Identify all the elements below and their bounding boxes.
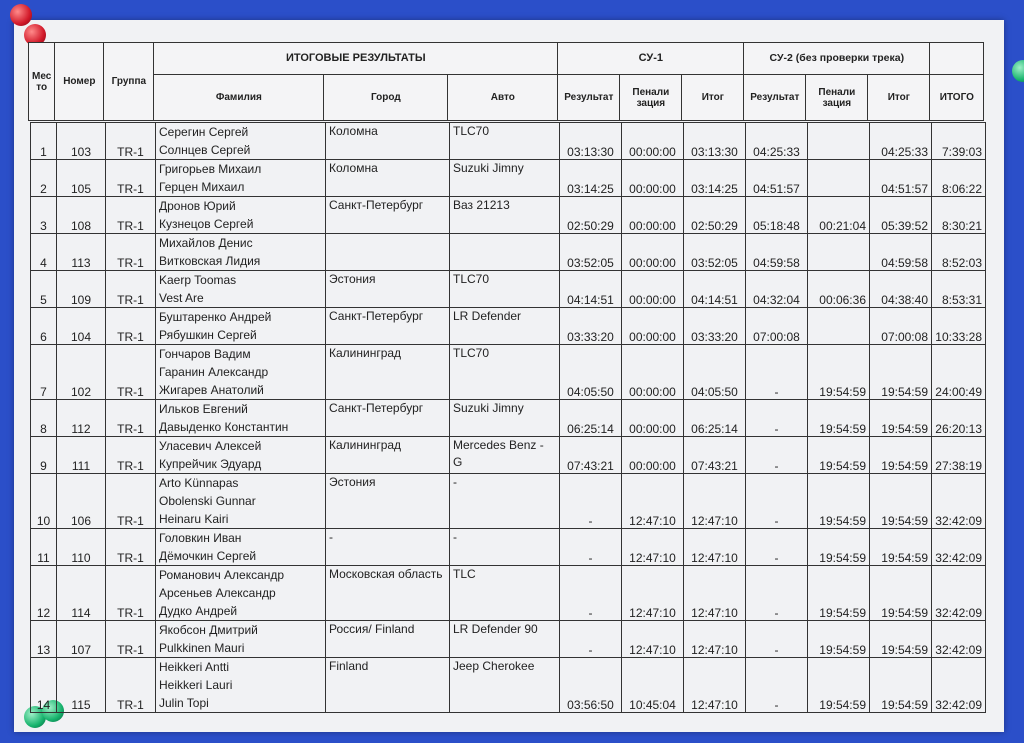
cell-final: 32:42:09 <box>932 566 986 621</box>
crew-member-name: Якобсон Дмитрий <box>159 623 258 637</box>
cell-group: TR-1 <box>106 160 156 197</box>
table-row <box>31 197 986 234</box>
cell-su1-result: 03:33:20 <box>560 308 622 345</box>
cell-city: Санкт-Петербург <box>326 400 450 437</box>
cell-su2-penalty: 19:54:59 <box>808 621 870 658</box>
crew-member-name: Серегин Сергей <box>159 125 249 139</box>
cell-su1-result: 03:14:25 <box>560 160 622 197</box>
cell-place: 13 <box>31 621 57 658</box>
cell-final: 7:39:03 <box>932 123 986 160</box>
cell-crew <box>156 400 326 437</box>
cell-final: 10:33:28 <box>932 308 986 345</box>
crew-member-name: Рябушкин Сергей <box>159 328 257 342</box>
cell-number: 111 <box>57 437 106 474</box>
crew-member-name: Кузнецов Сергей <box>159 217 254 231</box>
table-row <box>31 529 986 566</box>
cell-city: - <box>326 529 450 566</box>
cell-car: TLC70 <box>450 345 560 400</box>
cell-crew <box>156 345 326 400</box>
cell-car: LR Defender <box>450 308 560 345</box>
crew-member-name: Vest Are <box>159 291 204 305</box>
crew-member-name: Heikkeri Lauri <box>159 678 233 692</box>
cell-su2-result: - <box>746 400 808 437</box>
cell-su1-penalty: 00:00:00 <box>622 308 684 345</box>
cell-number: 103 <box>57 123 106 160</box>
cell-su2-penalty <box>808 234 870 271</box>
cell-su2-total: 19:54:59 <box>870 529 932 566</box>
final-heading-top <box>930 43 984 75</box>
table-row <box>31 437 986 474</box>
table-row <box>31 160 986 197</box>
cell-su2-result: - <box>746 345 808 400</box>
table-row <box>31 271 986 308</box>
cell-su2-result: - <box>746 658 808 713</box>
col-number: Номер <box>55 43 104 121</box>
crew-member-name: Гаранин Александр <box>159 365 269 379</box>
cell-number: 108 <box>57 197 106 234</box>
cell-su2-total: 19:54:59 <box>870 658 932 713</box>
crew-member-name: Давыденко Константин <box>159 420 289 434</box>
cell-number: 102 <box>57 345 106 400</box>
crew-member-name: Гончаров Вадим <box>159 347 251 361</box>
cell-number: 109 <box>57 271 106 308</box>
cell-su2-result: 04:59:58 <box>746 234 808 271</box>
cell-su2-total: 04:59:58 <box>870 234 932 271</box>
table-row <box>31 345 986 400</box>
cell-group: TR-1 <box>106 529 156 566</box>
cell-city: Finland <box>326 658 450 713</box>
cell-place: 2 <box>31 160 57 197</box>
cell-su2-result: 04:32:04 <box>746 271 808 308</box>
cell-su2-penalty <box>808 123 870 160</box>
cell-place: 9 <box>31 437 57 474</box>
cell-crew <box>156 474 326 529</box>
col-place: Мес то <box>29 43 55 121</box>
col-surname: Фамилия <box>154 75 324 121</box>
cell-city: Коломна <box>326 160 450 197</box>
cell-group: TR-1 <box>106 308 156 345</box>
cell-su1-penalty: 00:00:00 <box>622 400 684 437</box>
cell-number: 106 <box>57 474 106 529</box>
col-su2-penalty: Пенали зация <box>806 75 868 121</box>
cell-su2-penalty <box>808 308 870 345</box>
cell-number: 110 <box>57 529 106 566</box>
su1-heading: СУ-1 <box>558 43 744 75</box>
cell-car: LR Defender 90 <box>450 621 560 658</box>
cell-su2-penalty: 19:54:59 <box>808 400 870 437</box>
cell-su2-result: - <box>746 437 808 474</box>
cell-final: 8:06:22 <box>932 160 986 197</box>
cell-group: TR-1 <box>106 400 156 437</box>
cell-city: Санкт-Петербург <box>326 197 450 234</box>
cell-su1-total: 03:52:05 <box>684 234 746 271</box>
cell-su2-total: 04:38:40 <box>870 271 932 308</box>
crew-member-name: Obolenski Gunnar <box>159 494 256 508</box>
cell-su1-total: 12:47:10 <box>684 621 746 658</box>
cell-crew <box>156 621 326 658</box>
cell-group: TR-1 <box>106 437 156 474</box>
su2-heading: СУ-2 (без проверки трека) <box>744 43 930 75</box>
cell-su1-result: - <box>560 529 622 566</box>
cell-su1-total: 12:47:10 <box>684 566 746 621</box>
cell-su2-result: 07:00:08 <box>746 308 808 345</box>
cell-car: TLC <box>450 566 560 621</box>
cell-car <box>450 234 560 271</box>
cell-car: Jeep Cherokee <box>450 658 560 713</box>
cell-car: TLC70 <box>450 123 560 160</box>
cell-city: Коломна <box>326 123 450 160</box>
cell-su1-total: 03:33:20 <box>684 308 746 345</box>
cell-su1-total: 06:25:14 <box>684 400 746 437</box>
cell-crew <box>156 658 326 713</box>
cell-number: 114 <box>57 566 106 621</box>
cell-su1-penalty: 00:00:00 <box>622 160 684 197</box>
cell-su2-total: 19:54:59 <box>870 400 932 437</box>
cell-su2-result: - <box>746 529 808 566</box>
table-row <box>31 474 986 529</box>
cell-group: TR-1 <box>106 123 156 160</box>
cell-place: 7 <box>31 345 57 400</box>
cell-group: TR-1 <box>106 621 156 658</box>
cell-su1-total: 12:47:10 <box>684 658 746 713</box>
cell-su1-total: 04:14:51 <box>684 271 746 308</box>
cell-group: TR-1 <box>106 234 156 271</box>
table-row <box>31 123 986 160</box>
cell-city: Калининград <box>326 345 450 400</box>
cell-place: 10 <box>31 474 57 529</box>
cell-car: - <box>450 529 560 566</box>
crew-member-name: Арсеньев Александр <box>159 586 276 600</box>
cell-su1-total: 03:14:25 <box>684 160 746 197</box>
cell-su1-penalty: 12:47:10 <box>622 566 684 621</box>
cell-su2-total: 04:51:57 <box>870 160 932 197</box>
table-row <box>31 621 986 658</box>
cell-su2-penalty: 00:21:04 <box>808 197 870 234</box>
col-final: ИТОГО <box>930 75 984 121</box>
cell-su1-result: - <box>560 474 622 529</box>
crew-member-name: Михайлов Денис <box>159 236 253 250</box>
cell-su1-result: 03:52:05 <box>560 234 622 271</box>
cell-final: 32:42:09 <box>932 658 986 713</box>
cell-group: TR-1 <box>106 566 156 621</box>
table-row <box>31 308 986 345</box>
cell-final: 8:52:03 <box>932 234 986 271</box>
table-row <box>31 566 986 621</box>
cell-crew <box>156 197 326 234</box>
crew-member-name: Головкин Иван <box>159 531 242 545</box>
cell-su2-total: 19:54:59 <box>870 345 932 400</box>
table-row <box>31 400 986 437</box>
cell-final: 8:30:21 <box>932 197 986 234</box>
col-group: Группа <box>104 43 154 121</box>
cell-su1-total: 02:50:29 <box>684 197 746 234</box>
cell-su2-result: - <box>746 474 808 529</box>
cell-su2-total: 07:00:08 <box>870 308 932 345</box>
crew-member-name: Ильков Евгений <box>159 402 248 416</box>
cell-su2-total: 19:54:59 <box>870 474 932 529</box>
cell-group: TR-1 <box>106 345 156 400</box>
cell-place: 11 <box>31 529 57 566</box>
cell-final: 32:42:09 <box>932 621 986 658</box>
crew-member-name: Купрейчик Эдуард <box>159 457 262 471</box>
cell-su1-penalty: 00:00:00 <box>622 197 684 234</box>
cell-number: 104 <box>57 308 106 345</box>
table-row <box>31 234 986 271</box>
cell-su2-penalty: 19:54:59 <box>808 474 870 529</box>
cell-su2-penalty: 19:54:59 <box>808 345 870 400</box>
cell-city: Эстония <box>326 474 450 529</box>
cell-crew <box>156 308 326 345</box>
col-su1-result: Результат <box>558 75 620 121</box>
cell-group: TR-1 <box>106 658 156 713</box>
cell-place: 14 <box>31 658 57 713</box>
cell-su1-result: 03:13:30 <box>560 123 622 160</box>
crew-member-name: Julin Topi <box>159 696 209 710</box>
cell-place: 4 <box>31 234 57 271</box>
cell-city <box>326 234 450 271</box>
cell-su1-result: 02:50:29 <box>560 197 622 234</box>
cell-su1-penalty: 12:47:10 <box>622 529 684 566</box>
cell-place: 5 <box>31 271 57 308</box>
cell-place: 12 <box>31 566 57 621</box>
cell-su2-penalty: 19:54:59 <box>808 529 870 566</box>
col-su2-total: Итог <box>868 75 930 121</box>
cell-su1-penalty: 00:00:00 <box>622 123 684 160</box>
cell-car: TLC70 <box>450 271 560 308</box>
cell-su2-total: 04:25:33 <box>870 123 932 160</box>
cell-number: 113 <box>57 234 106 271</box>
cell-su2-penalty: 00:06:36 <box>808 271 870 308</box>
col-car: Авто <box>448 75 558 121</box>
cell-su1-result: 04:05:50 <box>560 345 622 400</box>
cell-su2-result: 04:25:33 <box>746 123 808 160</box>
cell-su1-penalty: 00:00:00 <box>622 345 684 400</box>
crew-member-name: Heinaru Kairi <box>159 512 229 526</box>
cell-su1-total: 07:43:21 <box>684 437 746 474</box>
cell-final: 27:38:19 <box>932 437 986 474</box>
cell-final: 32:42:09 <box>932 529 986 566</box>
crew-member-name: Heikkeri Antti <box>159 660 230 674</box>
cell-place: 1 <box>31 123 57 160</box>
cell-su1-penalty: 12:47:10 <box>622 474 684 529</box>
cell-city: Московская область <box>326 566 450 621</box>
cell-su2-penalty: 19:54:59 <box>808 437 870 474</box>
cell-su1-result: 03:56:50 <box>560 658 622 713</box>
crew-member-name: Pulkkinen Mauri <box>159 641 245 655</box>
col-su2-result: Результат <box>744 75 806 121</box>
cell-car: Suzuki Jimny <box>450 160 560 197</box>
cell-number: 115 <box>57 658 106 713</box>
crew-member-name: Буштаренко Андрей <box>159 310 272 324</box>
crew-member-name: Уласевич Алексей <box>159 439 262 453</box>
cell-final: 8:53:31 <box>932 271 986 308</box>
crew-member-name: Григорьев Михаил <box>159 162 262 176</box>
cell-su1-result: - <box>560 621 622 658</box>
cell-final: 24:00:49 <box>932 345 986 400</box>
cell-su2-penalty <box>808 160 870 197</box>
crew-member-name: Жигарев Анатолий <box>159 383 264 397</box>
cell-final: 32:42:09 <box>932 474 986 529</box>
cell-su2-penalty: 19:54:59 <box>808 566 870 621</box>
cell-su1-penalty: 00:00:00 <box>622 271 684 308</box>
cell-su1-penalty: 12:47:10 <box>622 621 684 658</box>
cell-final: 26:20:13 <box>932 400 986 437</box>
cell-city: Калининград <box>326 437 450 474</box>
crew-member-name: Дронов Юрий <box>159 199 236 213</box>
table-title: ИТОГОВЫЕ РЕЗУЛЬТАТЫ <box>154 43 558 75</box>
col-su1-total: Итог <box>682 75 744 121</box>
results-header <box>28 42 984 121</box>
col-su1-penalty: Пенали зация <box>620 75 682 121</box>
cell-su1-penalty: 10:45:04 <box>622 658 684 713</box>
cell-place: 6 <box>31 308 57 345</box>
cell-su2-total: 19:54:59 <box>870 437 932 474</box>
table-row <box>31 658 986 713</box>
cell-crew <box>156 529 326 566</box>
green-pushpin-icon <box>1012 60 1024 82</box>
cell-place: 8 <box>31 400 57 437</box>
crew-member-name: Arto Künnapas <box>159 476 239 490</box>
crew-member-name: Дёмочкин Сергей <box>159 549 257 563</box>
crew-member-name: Kaerp Toomas <box>159 273 237 287</box>
cell-number: 112 <box>57 400 106 437</box>
cell-su2-total: 19:54:59 <box>870 621 932 658</box>
cell-su2-result: - <box>746 621 808 658</box>
col-city: Город <box>324 75 448 121</box>
cell-number: 105 <box>57 160 106 197</box>
cell-su2-total: 05:39:52 <box>870 197 932 234</box>
red-pushpin-icon <box>10 4 32 26</box>
results-table <box>30 122 986 713</box>
cell-city: Санкт-Петербург <box>326 308 450 345</box>
cell-su2-result: - <box>746 566 808 621</box>
crew-member-name: Романович Александр <box>159 568 285 582</box>
cell-city: Эстония <box>326 271 450 308</box>
cell-group: TR-1 <box>106 474 156 529</box>
cell-su1-penalty: 00:00:00 <box>622 234 684 271</box>
cell-su1-total: 04:05:50 <box>684 345 746 400</box>
cell-crew <box>156 123 326 160</box>
cell-su1-result: 04:14:51 <box>560 271 622 308</box>
cell-su2-result: 05:18:48 <box>746 197 808 234</box>
cell-su2-penalty: 19:54:59 <box>808 658 870 713</box>
cell-su2-result: 04:51:57 <box>746 160 808 197</box>
crew-member-name: Дудко Андрей <box>159 604 238 618</box>
cell-su1-total: 12:47:10 <box>684 529 746 566</box>
cell-car: Mercedes Benz - G <box>450 437 560 474</box>
crew-member-name: Солнцев Сергей <box>159 143 251 157</box>
cell-su2-total: 19:54:59 <box>870 566 932 621</box>
cell-crew <box>156 271 326 308</box>
crew-member-name: Витковская Лидия <box>159 254 261 268</box>
cell-group: TR-1 <box>106 271 156 308</box>
cell-su1-total: 03:13:30 <box>684 123 746 160</box>
cell-crew <box>156 234 326 271</box>
cell-crew <box>156 437 326 474</box>
cell-car: Ваз 21213 <box>450 197 560 234</box>
cell-number: 107 <box>57 621 106 658</box>
cell-su1-result: 07:43:21 <box>560 437 622 474</box>
cell-su1-result: 06:25:14 <box>560 400 622 437</box>
cell-su1-result: - <box>560 566 622 621</box>
cell-car: - <box>450 474 560 529</box>
cell-crew <box>156 160 326 197</box>
cell-su1-penalty: 00:00:00 <box>622 437 684 474</box>
cell-city: Россия/ Finland <box>326 621 450 658</box>
cell-su1-total: 12:47:10 <box>684 474 746 529</box>
cell-group: TR-1 <box>106 197 156 234</box>
cell-car: Suzuki Jimny <box>450 400 560 437</box>
cell-place: 3 <box>31 197 57 234</box>
crew-member-name: Герцен Михаил <box>159 180 245 194</box>
cell-crew <box>156 566 326 621</box>
